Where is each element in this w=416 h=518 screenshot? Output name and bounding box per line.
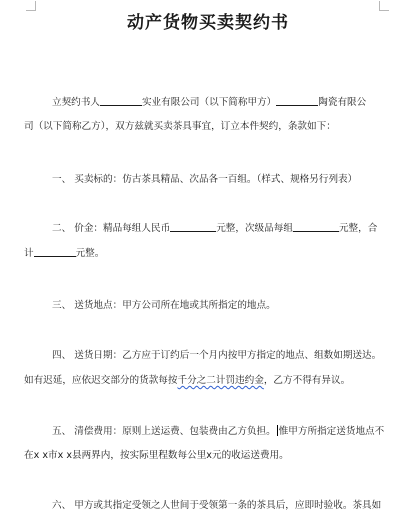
document-title: 动产货物买卖契约书 <box>127 13 289 33</box>
clause-6-line-1: 六、 甲方或其指定受领之人世间于受领第一条的茶具后，应即时验收。茶具如 <box>52 500 382 511</box>
clause-2-line-1: 二、 价金：精品每组人民币 元整，次级品每组 元整，合 <box>52 223 378 234</box>
blank-line[interactable] <box>34 247 76 257</box>
clause-1: 一、 买卖标的：仿古茶具精品、次品各一百组。（样式、规格另行列表） <box>52 174 358 185</box>
clause-3: 三、 送货地点：甲方公司所在地或其所指定的地点。 <box>52 300 276 311</box>
text-cursor <box>277 425 278 436</box>
blank-line[interactable] <box>170 222 216 232</box>
intro-line-1: 立契约书人 实业有限公司（以下简称甲方） 陶瓷有限公 <box>52 97 367 108</box>
clause-2-line-2: 计 元整。 <box>24 248 105 259</box>
spelling-flagged-text: 千分之二计罚违约金 <box>177 375 264 386</box>
clause-5-line-2: 在x x市x x县两界内，按实际里程数每公里x元的收运送费用。 <box>24 450 289 461</box>
intro-line-2: 司（以下简称乙方），双方兹就买卖茶具事宜，订立本件契约，条款如下： <box>24 121 336 132</box>
blank-line[interactable] <box>100 96 142 106</box>
clause-4-line-2: 如有迟延，应依迟交部分的货款每按千分之二计罚违约金，乙方不得有异议。 <box>24 375 351 386</box>
blank-line[interactable] <box>276 96 318 106</box>
blank-line[interactable] <box>293 222 339 232</box>
clause-5-line-1: 五、 清偿费用：原则上送运费、包装费由乙方负担。 惟甲方所指定送货地点不 <box>52 426 385 437</box>
clause-4-line-1: 四、 送货日期：乙方应于订约后一个月内按甲方指定的地点、组数如期送达。 <box>52 350 382 361</box>
